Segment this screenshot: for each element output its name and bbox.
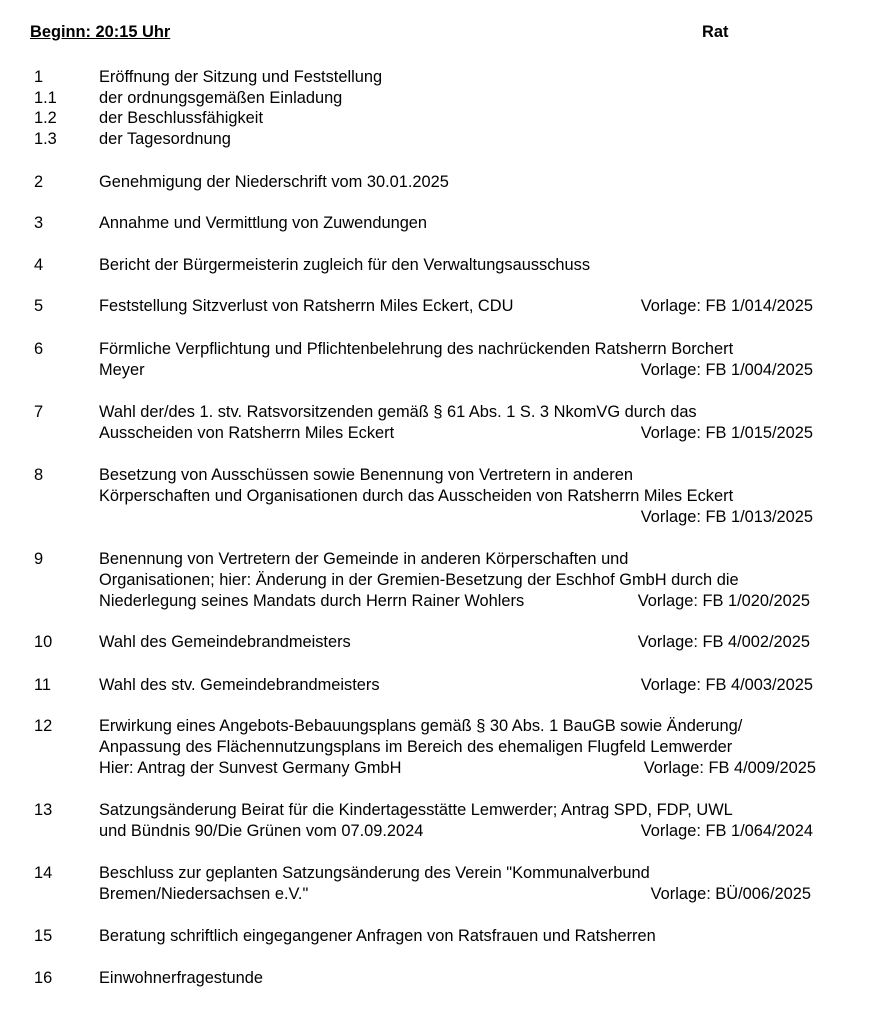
agenda-item-text: Bremen/Niedersachsen e.V." xyxy=(99,885,309,903)
agenda-item-text: Satzungsänderung Beirat für die Kindertagesstätte Lemwerder; Antrag SPD, FDP, UWL xyxy=(99,801,733,819)
agenda-item-number: 8 xyxy=(34,466,44,484)
agenda-item-reference: Vorlage: FB 1/020/2025 xyxy=(637,592,810,610)
agenda-item-number: 5 xyxy=(34,297,44,315)
agenda-item-number: 10 xyxy=(34,633,53,651)
agenda-item-reference: Vorlage: FB 4/002/2025 xyxy=(637,633,810,651)
agenda-item-text: Einwohnerfragestunde xyxy=(99,969,264,987)
agenda-item-number: 13 xyxy=(34,801,53,819)
agenda-item-number: 14 xyxy=(34,864,53,882)
agenda-item-text: und Bündnis 90/Die Grünen vom 07.09.2024 xyxy=(99,822,424,840)
meeting-start-time: Beginn: 20:15 Uhr xyxy=(30,23,171,41)
agenda-item-text: Annahme und Vermittlung von Zuwendungen xyxy=(99,214,428,232)
agenda-item-text: Beschluss zur geplanten Satzungsänderung des Verein "Kommunalverbund xyxy=(99,864,650,882)
agenda-item-number: 11 xyxy=(34,676,52,694)
agenda-item-reference: Vorlage: BÜ/006/2025 xyxy=(650,885,811,903)
agenda-item-number: 6 xyxy=(34,340,44,358)
agenda-item-number: 7 xyxy=(34,403,44,421)
agenda-item-reference: Vorlage: FB 1/013/2025 xyxy=(640,508,813,526)
agenda-item-reference: Vorlage: FB 1/015/2025 xyxy=(640,424,813,442)
agenda-item-text: Besetzung von Ausschüssen sowie Benennung von Vertretern in anderen xyxy=(99,466,633,484)
agenda-item-text: Beratung schriftlich eingegangener Anfragen von Ratsfrauen und Ratsherren xyxy=(99,927,656,945)
agenda-item-number: 2 xyxy=(34,173,44,191)
agenda-subitem-number: 1.3 xyxy=(34,130,57,148)
agenda-item-reference: Vorlage: FB 4/009/2025 xyxy=(643,759,816,777)
agenda-item-text: Eröffnung der Sitzung und Feststellung xyxy=(99,68,383,86)
agenda-item-number: 15 xyxy=(34,927,53,945)
agenda-item-number: 1 xyxy=(34,68,44,86)
committee-name: Rat xyxy=(702,23,729,41)
agenda-subitem-text: der Tagesordnung xyxy=(99,130,231,148)
agenda-subitem-text: der Beschlussfähigkeit xyxy=(99,109,263,127)
agenda-item-text: Benennung von Vertretern der Gemeinde in anderen Körperschaften und xyxy=(99,550,629,568)
agenda-item-reference: Vorlage: FB 4/003/2025 xyxy=(640,676,813,694)
agenda-item-text: Organisationen; hier: Änderung in der Gremien-Besetzung der Eschhof GmbH durch die xyxy=(99,571,739,589)
agenda-item-text: Körperschaften und Organisationen durch das Ausscheiden von Ratsherrn Miles Eckert xyxy=(99,487,734,505)
agenda-item-text: Wahl der/des 1. stv. Ratsvorsitzenden gemäß § 61 Abs. 1 S. 3 NkomVG durch das xyxy=(99,403,697,421)
agenda-item-text: Feststellung Sitzverlust von Ratsherrn Miles Eckert, CDU xyxy=(99,297,514,315)
agenda-item-text: Wahl des stv. Gemeindebrandmeisters xyxy=(99,676,380,694)
agenda-item-reference: Vorlage: FB 1/064/2024 xyxy=(640,822,813,840)
agenda-subitem-number: 1.2 xyxy=(34,109,57,127)
agenda-subitem-number: 1.1 xyxy=(34,89,57,107)
agenda-subitem-text: der ordnungsgemäßen Einladung xyxy=(99,89,343,107)
agenda-item-text: Meyer xyxy=(99,361,145,379)
agenda-item-text: Wahl des Gemeindebrandmeisters xyxy=(99,633,351,651)
agenda-item-text: Hier: Antrag der Sunvest Germany GmbH xyxy=(99,759,402,777)
agenda-item-text: Anpassung des Flächennutzungsplans im Bereich des ehemaligen Flugfeld Lemwerder xyxy=(99,738,733,756)
agenda-item-number: 16 xyxy=(34,969,53,987)
agenda-item-text: Ausscheiden von Ratsherrn Miles Eckert xyxy=(99,424,395,442)
agenda-item-number: 9 xyxy=(34,550,44,568)
agenda-item-text: Förmliche Verpflichtung und Pflichtenbelehrung des nachrückenden Ratsherrn Borchert xyxy=(99,340,734,358)
agenda-item-text: Niederlegung seines Mandats durch Herrn Rainer Wohlers xyxy=(99,592,525,610)
agenda-item-text: Genehmigung der Niederschrift vom 30.01.2025 xyxy=(99,173,449,191)
agenda-item-text: Bericht der Bürgermeisterin zugleich für den Verwaltungsausschuss xyxy=(99,256,591,274)
agenda-item-reference: Vorlage: FB 1/014/2025 xyxy=(640,297,813,315)
agenda-item-number: 4 xyxy=(34,256,44,274)
agenda-item-number: 12 xyxy=(34,717,53,735)
agenda-item-reference: Vorlage: FB 1/004/2025 xyxy=(640,361,813,379)
agenda-item-number: 3 xyxy=(34,214,44,232)
agenda-item-text: Erwirkung eines Angebots-Bebauungsplans gemäß § 30 Abs. 1 BauGB sowie Änderung/ xyxy=(99,717,743,735)
